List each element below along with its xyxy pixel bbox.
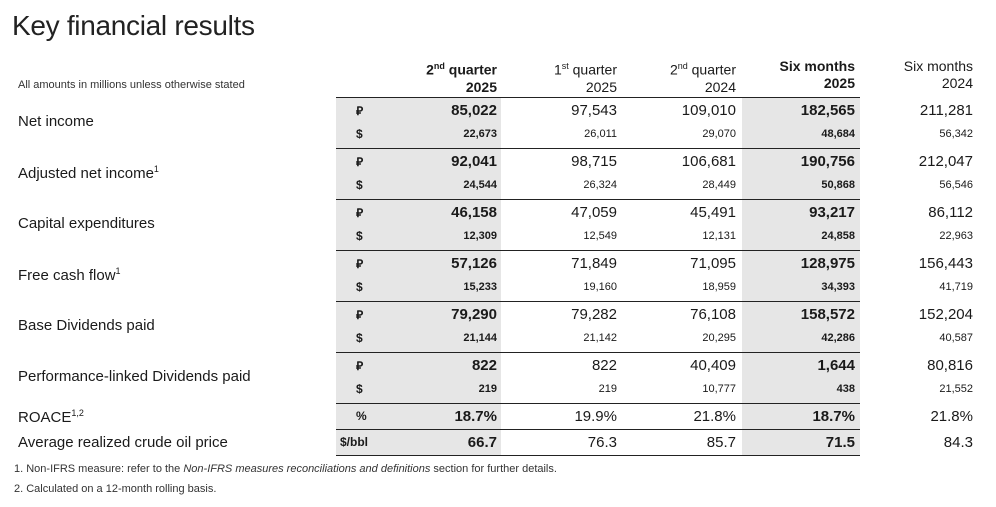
table-cell: 71.5 bbox=[825, 434, 855, 451]
q2-2025-column-shade bbox=[389, 97, 501, 455]
table-cell: 10,777 bbox=[702, 383, 736, 395]
footnote-2: 2. Calculated on a 12-month rolling basis. bbox=[14, 483, 217, 495]
row-label: Base Dividends paid bbox=[18, 317, 155, 334]
table-cell: 21.8% bbox=[693, 408, 736, 425]
table-cell: 40,587 bbox=[939, 332, 973, 344]
table-cell: 128,975 bbox=[800, 255, 855, 272]
table-cell: 40,409 bbox=[690, 357, 736, 374]
table-cell: 76,108 bbox=[690, 306, 736, 323]
currency-unit: $ bbox=[356, 280, 363, 294]
table-cell: 76.3 bbox=[587, 434, 617, 451]
table-cell: 28,449 bbox=[702, 179, 736, 191]
table-cell: 1,644 bbox=[817, 357, 855, 374]
table-cell: 50,868 bbox=[821, 179, 855, 191]
table-cell: 212,047 bbox=[918, 153, 973, 170]
table-cell: 822 bbox=[471, 357, 497, 374]
table-cell: 42,286 bbox=[821, 332, 855, 344]
table-cell: 156,443 bbox=[918, 255, 973, 272]
table-cell: 86,112 bbox=[928, 204, 973, 221]
table-cell: 24,858 bbox=[821, 230, 855, 242]
row-divider bbox=[336, 352, 860, 353]
table-cell: 211,281 bbox=[919, 102, 973, 119]
table-cell: 85,022 bbox=[451, 102, 497, 119]
table-cell: 438 bbox=[836, 383, 855, 395]
row-label: Average realized crude oil price bbox=[18, 434, 228, 451]
column-header-5: Six months 2024 bbox=[903, 58, 973, 91]
table-cell: 21,142 bbox=[583, 332, 617, 344]
table-cell: 822 bbox=[591, 357, 617, 374]
units-note: All amounts in millions unless otherwise stated bbox=[18, 79, 245, 91]
table-cell: 56,546 bbox=[939, 179, 973, 191]
currency-unit: $ bbox=[356, 331, 363, 345]
table-cell: 71,849 bbox=[571, 255, 617, 272]
table-cell: 19,160 bbox=[583, 281, 617, 293]
table-bottom-border bbox=[336, 455, 860, 456]
table-cell: 152,204 bbox=[918, 306, 973, 323]
row-label: ROACE$^{1,2}$ bbox=[18, 408, 84, 426]
table-cell: 21.8% bbox=[930, 408, 973, 425]
footnote-1: 1. Non-IFRS measure: refer to the Non-IFRS measures reconciliations and definitions section for further details. bbox=[14, 463, 557, 475]
table-cell: 57,126 bbox=[451, 255, 497, 272]
column-header-1: 2nd quarter 2025 bbox=[426, 61, 497, 95]
table-cell: 22,963 bbox=[939, 230, 973, 242]
table-cell: 79,290 bbox=[451, 306, 497, 323]
unit-column-shade bbox=[336, 97, 389, 455]
currency-unit: ⃁ bbox=[356, 104, 364, 118]
table-cell: 93,217 bbox=[809, 204, 855, 221]
page-title: Key financial results bbox=[12, 10, 255, 41]
table-cell: 18,959 bbox=[702, 281, 736, 293]
table-cell: 106,681 bbox=[681, 153, 736, 170]
table-cell: 22,673 bbox=[463, 128, 497, 140]
row-label: Net income bbox=[18, 113, 94, 130]
table-cell: 80,816 bbox=[927, 357, 973, 374]
six-months-2025-column-shade bbox=[742, 97, 860, 455]
currency-unit: $ bbox=[356, 127, 363, 141]
currency-unit: ⃁ bbox=[356, 308, 364, 322]
table-cell: 71,095 bbox=[690, 255, 736, 272]
table-cell: 47,059 bbox=[571, 204, 617, 221]
table-cell: 12,549 bbox=[583, 230, 617, 242]
currency-unit: ⃁ bbox=[356, 359, 364, 373]
row-divider bbox=[336, 199, 860, 200]
table-cell: 84.3 bbox=[943, 434, 973, 451]
currency-unit: $ bbox=[356, 229, 363, 243]
table-cell: 12,131 bbox=[702, 230, 736, 242]
column-header-3: 2nd quarter 2024 bbox=[669, 61, 736, 95]
table-cell: 158,572 bbox=[800, 306, 855, 323]
table-cell: 34,393 bbox=[821, 281, 855, 293]
unit-label: $/bbl bbox=[340, 435, 369, 449]
column-header-2: 1st quarter 2025 bbox=[553, 61, 617, 95]
table-cell: 15,233 bbox=[463, 281, 497, 293]
row-divider bbox=[336, 97, 860, 98]
unit-label: % bbox=[356, 409, 367, 423]
row-divider bbox=[336, 301, 860, 302]
row-label: Capital expenditures bbox=[18, 215, 155, 232]
currency-unit: ⃁ bbox=[356, 257, 364, 271]
table-cell: 21,144 bbox=[463, 332, 497, 344]
table-cell: 20,295 bbox=[702, 332, 736, 344]
table-cell: 26,011 bbox=[584, 128, 617, 140]
row-label: Adjusted net income$^1$ bbox=[18, 164, 159, 182]
table-cell: 18.7% bbox=[812, 408, 855, 425]
table-cell: 97,543 bbox=[571, 102, 617, 119]
table-cell: 26,324 bbox=[583, 179, 617, 191]
table-cell: 19.9% bbox=[574, 408, 617, 425]
row-label: Performance-linked Dividends paid bbox=[18, 368, 251, 385]
table-cell: 24,544 bbox=[463, 179, 497, 191]
table-cell: 190,756 bbox=[800, 153, 855, 170]
table-cell: 21,552 bbox=[939, 383, 973, 395]
currency-unit: $ bbox=[356, 382, 363, 396]
table-cell: 48,684 bbox=[821, 128, 855, 140]
table-cell: 92,041 bbox=[451, 153, 497, 170]
row-divider bbox=[336, 148, 860, 149]
currency-unit: $ bbox=[356, 178, 363, 192]
table-cell: 98,715 bbox=[571, 153, 617, 170]
row-divider bbox=[336, 429, 860, 430]
table-cell: 66.7 bbox=[467, 434, 497, 451]
currency-unit: ⃁ bbox=[356, 155, 364, 169]
column-header-4: Six months 2025 bbox=[779, 58, 855, 91]
table-cell: 85.7 bbox=[706, 434, 736, 451]
table-cell: 219 bbox=[598, 383, 617, 395]
row-divider bbox=[336, 250, 860, 251]
table-cell: 56,342 bbox=[939, 128, 973, 140]
table-cell: 12,309 bbox=[463, 230, 497, 242]
table-cell: 18.7% bbox=[454, 408, 497, 425]
row-divider bbox=[336, 403, 860, 404]
table-cell: 46,158 bbox=[451, 204, 497, 221]
table-cell: 182,565 bbox=[800, 102, 855, 119]
table-cell: 29,070 bbox=[702, 128, 736, 140]
table-cell: 45,491 bbox=[690, 204, 736, 221]
table-cell: 109,010 bbox=[681, 102, 736, 119]
table-cell: 219 bbox=[478, 383, 497, 395]
currency-unit: ⃁ bbox=[356, 206, 364, 220]
table-cell: 79,282 bbox=[571, 306, 617, 323]
table-cell: 41,719 bbox=[939, 281, 973, 293]
row-label: Free cash flow$^1$ bbox=[18, 266, 121, 284]
